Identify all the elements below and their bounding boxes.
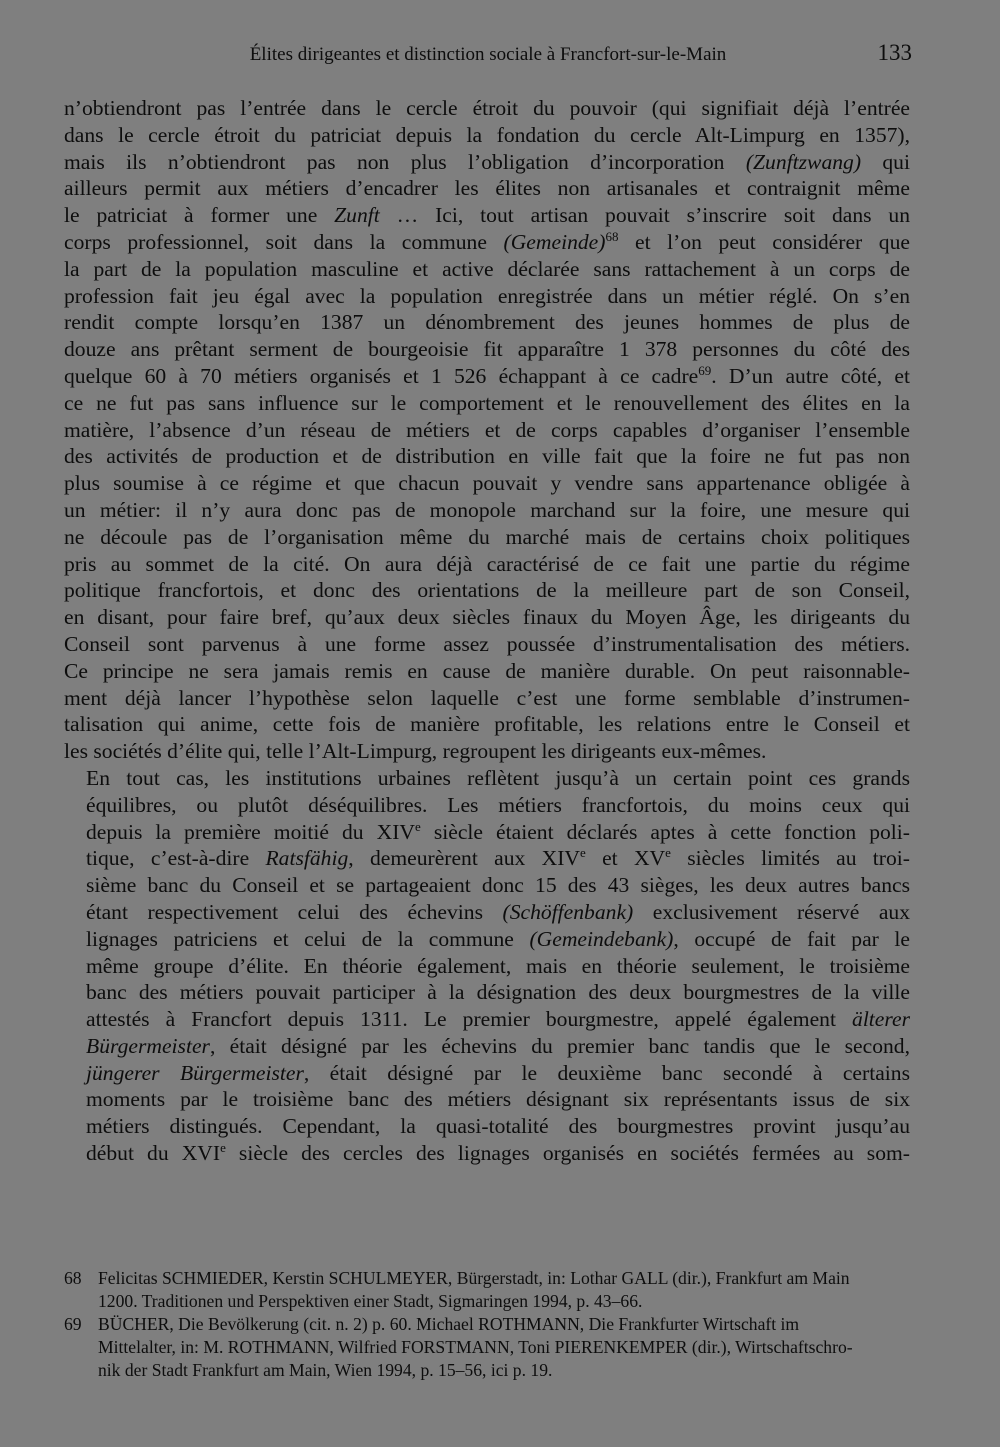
page-number: 133 xyxy=(877,40,912,65)
text-line: quelque 60 à 70 métiers organisés et 1 526 échappant à ce cadre$^{69}$. D’un autre côté, et xyxy=(64,362,910,388)
text-line: douze ans prêtant serment de bourgeoisie fit apparaître 1 378 personnes du côté des xyxy=(64,337,910,362)
footnotes xyxy=(64,1267,910,1382)
text-line: lignages patriciens et celui de la commune (Gemeindebank), occupé de fait par le xyxy=(86,926,910,951)
text-line: métiers distingués. Cependant, la quasi-totalité des bourgmestres provint jusqu’au xyxy=(86,1114,910,1139)
page-header xyxy=(64,40,912,70)
paragraph-2 xyxy=(64,765,910,1167)
footnote-line: Felicitas SCHMIEDER, Kerstin SCHULMEYER, Bürgerstadt, in: Lothar GALL (dir.), Frankfurt am Main xyxy=(98,1268,850,1288)
text-line: banc des métiers pouvait participer à la désignation des deux bourgmestres de la ville xyxy=(86,980,910,1005)
text-line: En tout cas, les institutions urbaines reflètent jusqu’à un certain point ces grands xyxy=(86,765,910,790)
running-title: Élites dirigeantes et distinction sociale à Francfort-sur-le-Main xyxy=(249,44,727,65)
footnote-number: 68 xyxy=(64,1268,82,1288)
text-line: le patriciat à former une Zunft … Ici, tout artisan pouvait s’inscrire soit dans un xyxy=(64,203,910,228)
text-line: profession fait jeu égal avec la population enregistrée dans un métier réglé. On s’en xyxy=(64,283,910,308)
text-line: Bürgermeister, était désigné par les échevins du premier banc tandis que le second, xyxy=(86,1033,910,1058)
footnote-line: 1200. Traditionen und Perspektiven einer Stadt, Sigmaringen 1994, p. 43–66. xyxy=(98,1291,643,1311)
text-line: sième banc du Conseil et se partageaient donc 15 des 43 sièges, les deux autres bancs xyxy=(86,873,910,898)
text-line: mais ils n’obtiendront pas non plus l’obligation d’incorporation (Zunftzwang) qui xyxy=(64,149,910,174)
text-line: talisation qui anime, cette fois de manière profitable, les relations entre le Conseil et xyxy=(64,712,910,737)
text-line: début du XVIe siècle des cercles des lignages organisés en sociétés fermées au som- xyxy=(86,1139,910,1166)
text-line: n’obtiendront pas l’entrée dans le cercle étroit du pouvoir (qui signifiait déjà l’entrée xyxy=(64,96,910,120)
body-text xyxy=(64,95,910,1167)
text-line: ne découle pas de l’organisation même du marché mais de certains choix politiques xyxy=(64,524,910,549)
footnote-line: Mittelalter, in: M. ROTHMANN, Wilfried FORSTMANN, Toni PIERENKEMPER (dir.), Wirtschaftschro- xyxy=(98,1337,853,1357)
text-line: rendit compte lorsqu’en 1387 un dénombrement des jeunes hommes de plus de xyxy=(64,310,910,335)
text-line: étant respectivement celui des échevins (Schöffenbank) exclusivement réservé aux xyxy=(86,899,910,924)
footnote-68 xyxy=(64,1267,910,1313)
footnote-number: 69 xyxy=(64,1314,82,1334)
text-line: même groupe d’élite. En théorie également, mais en théorie seulement, le troisième xyxy=(86,953,910,978)
text-line: jüngerer Bürgermeister, était désigné par le deuxième banc secondé à certains xyxy=(86,1060,910,1085)
paragraph-1 xyxy=(64,95,910,765)
text-line: moments par le troisième banc des métiers désignant six représentants issus de six xyxy=(86,1087,910,1112)
text-line: ce ne fut pas sans influence sur le comportement et le renouvellement des élites en la xyxy=(64,390,910,415)
text-line: équilibres, ou plutôt déséquilibres. Les métiers francfortois, du moins ceux qui xyxy=(86,792,910,817)
text-line: Conseil sont parvenus à une forme assez poussée d’instrumentalisation des métiers. xyxy=(64,631,910,656)
footnote-line: nik der Stadt Frankfurt am Main, Wien 1994, p. 15–56, ici p. 19. xyxy=(98,1360,553,1380)
footnote-69 xyxy=(64,1313,910,1382)
text-line: un métier: il n’y aura donc pas de monopole marchand sur la foire, une mesure qui xyxy=(64,497,910,522)
text-line: Ce principe ne sera jamais remis en cause de manière durable. On peut raisonnable- xyxy=(64,658,910,683)
text-line: depuis la première moitié du XIVe siècle étaient déclarés aptes à cette fonction poli- xyxy=(86,818,910,844)
text-line: ment déjà lancer l’hypothèse selon laquelle c’est une forme semblable d’instrumen- xyxy=(64,685,910,710)
text-line: la part de la population masculine et active déclarée sans rattachement à un corps de xyxy=(64,256,910,281)
text-line: politique francfortois, et donc des orientations de la meilleure part de son Conseil, xyxy=(64,578,910,603)
text-line: attestés à Francfort depuis 1311. Le premier bourgmestre, appelé également älterer xyxy=(86,1007,910,1032)
text-line: des activités de production et de distribution en ville fait que la foire ne fut pas non xyxy=(64,444,910,469)
text-line: les sociétés d’élite qui, telle l’Alt-Limpurg, regroupent les dirigeants eux-mêmes. xyxy=(64,739,767,764)
text-line: corps professionnel, soit dans la commune (Gemeinde)$^{68}$ et l’on peut considérer que xyxy=(64,228,910,254)
text-line: en disant, pour faire bref, qu’aux deux siècles finaux du Moyen Âge, les dirigeants du xyxy=(64,605,910,630)
text-line: pris au sommet de la cité. On aura déjà caractérisé de ce fait une partie du régime xyxy=(64,551,910,576)
text-line: matière, l’absence d’un réseau de métiers et de corps capables d’organiser l’ensemble xyxy=(64,417,910,442)
text-line: ailleurs permit aux métiers d’encadrer les élites non artisanales et contraignit même xyxy=(64,176,910,201)
footnote-ref-68: 68 xyxy=(605,228,619,244)
text-line: tique, c’est-à-dire Ratsfähig, demeurèrent aux XIVe et XVe siècles limités au troi- xyxy=(86,845,910,871)
footnote-line: BÜCHER, Die Bevölkerung (cit. n. 2) p. 60. Michael ROTHMANN, Die Frankfurter Wirtschaft im xyxy=(98,1314,800,1334)
text-line: dans le cercle étroit du patriciat depuis la fondation du cercle Alt-Limpurg en 1357), xyxy=(64,122,910,147)
text-line: plus soumise à ce régime et que chacun pouvait y vendre sans appartenance obligée à xyxy=(64,471,910,496)
footnote-ref-69: 69 xyxy=(698,362,712,378)
